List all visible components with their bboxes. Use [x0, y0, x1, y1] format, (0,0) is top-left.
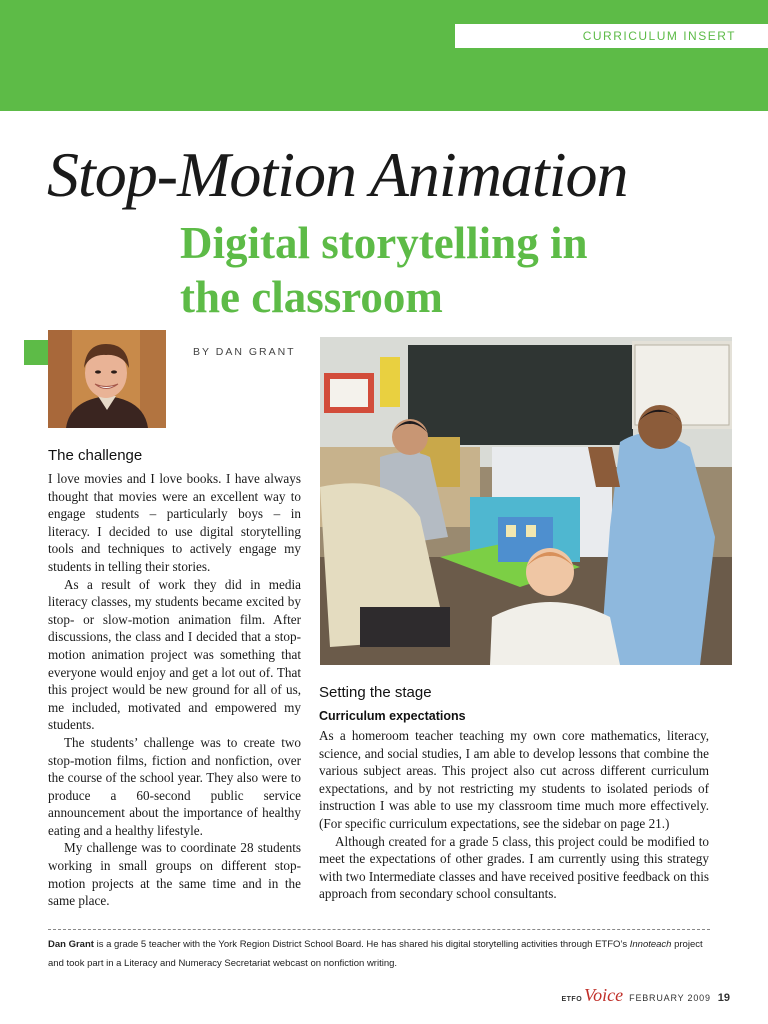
- article-title: Stop-Motion Animation: [47, 139, 628, 210]
- dashed-divider: [48, 929, 710, 930]
- article-subtitle: [180, 216, 740, 324]
- section-label: CURRICULUM INSERT: [455, 24, 768, 48]
- left-column: [48, 446, 301, 910]
- subtitle-line-2: the classroom: [180, 272, 443, 322]
- paragraph: As a homeroom teacher teaching my own core mathematics, literacy, science, and social studies, I am able to develop lessons that combine the various subject areas. This project also cut across different curriculum expectations, and by not restricting my students to isolated periods of instruction I was able to use my classroom time much more effectively. (For specific curriculum expectations, see the sidebar on page 21.): [319, 728, 709, 831]
- classroom-image: [320, 337, 732, 665]
- paragraph: The students’ challenge was to create two stop-motion films, fiction and nonfiction, over the course of the school year. They also were to produce a 60-second public service announcement about the importance of healthy eating and a healthy lifestyle.: [48, 734, 301, 838]
- paragraph: As a result of work they did in media literacy classes, my students became excited by stop- or slow-motion animation film. After discussions, the class and I decided that a stop-motion animation project was something that everyone would enjoy and get a lot out of. That this project would be new ground for all of us, me included, motivated and empowered my students.: [48, 576, 301, 733]
- subheading-curriculum-expectations: Curriculum expectations: [319, 709, 466, 723]
- header-band: [0, 0, 768, 111]
- bio-author-name: Dan Grant: [48, 939, 94, 950]
- footer-etfo: ETFO: [561, 996, 583, 1003]
- paragraph: Although created for a grade 5 class, this project could be modified to meet the expectations of other grades. I am currently using this strategy with two Intermediate classes and have received positive feedback on this approach from secondary school consultants.: [319, 833, 709, 902]
- author-bio: [48, 935, 718, 973]
- section-heading-challenge: The challenge: [48, 447, 143, 464]
- footer-date: FEBRUARY 2009: [629, 993, 711, 1003]
- footer-voice-logo: Voice: [584, 985, 624, 1005]
- paragraph: I love movies and I love books. I have always thought that movies were an excellent way to engage students – particularly boys – in literacy. I decided to use digital storytelling tools and techniques to actively engage my students in telling their stories.: [48, 471, 301, 574]
- author-portrait-image: [48, 330, 166, 428]
- page-footer: [561, 985, 730, 1006]
- author-photo: [48, 330, 166, 428]
- right-column: [319, 683, 709, 903]
- paragraph: My challenge was to coordinate 28 students working in small groups on different stop-motion projects at the same time and in the same place.: [48, 840, 301, 909]
- classroom-photo: [320, 337, 732, 665]
- byline: BY DAN GRANT: [193, 346, 296, 358]
- subtitle-line-1: Digital storytelling in: [180, 218, 588, 268]
- bio-text-end: project and took part in a Literacy and Numeracy Secretariat webcast on nonfiction writing.: [48, 939, 703, 969]
- bio-project-name: Innoteach: [629, 939, 672, 950]
- page-number: 19: [717, 992, 730, 1004]
- bio-text: is a grade 5 teacher with the York Region District School Board. He has shared his digital storytelling activities through ETFO’s: [93, 939, 630, 950]
- section-heading-setting-the-stage: Setting the stage: [319, 684, 432, 701]
